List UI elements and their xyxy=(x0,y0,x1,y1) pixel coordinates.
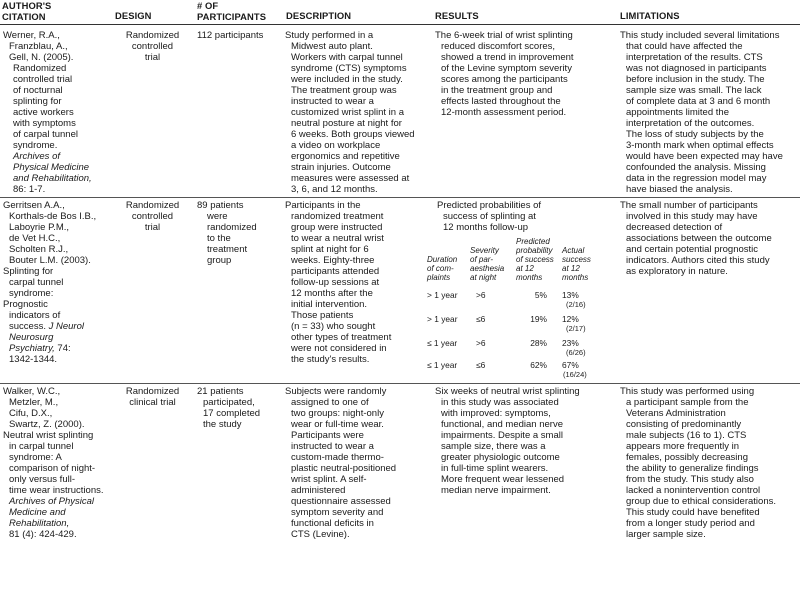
header-design: DESIGN xyxy=(115,10,152,21)
journal-line: Neurosurg xyxy=(9,332,54,343)
col-head-line: plaints xyxy=(427,273,451,282)
description-line: strain injuries. Outcome xyxy=(291,162,391,173)
limitations-line: male subjects (16 to 1). CTS xyxy=(626,430,747,441)
description-line: other types of treatment xyxy=(291,332,392,343)
col-head-line: at 12 xyxy=(516,264,534,273)
description-line: two groups: night-only xyxy=(291,408,384,419)
prog-col-predicted xyxy=(516,237,564,282)
description-line: 3, 6, and 12 months. xyxy=(291,184,378,195)
volume-line: 86: 1-7. xyxy=(13,184,46,195)
description-line: symptom severity and xyxy=(291,507,384,518)
prog-severity: >6 xyxy=(476,290,486,300)
participants-line: to the xyxy=(207,233,231,244)
prog-col-duration xyxy=(427,255,469,282)
prog-actual: 12% xyxy=(562,314,579,324)
col-head-line: Duration xyxy=(427,255,458,264)
description-line: splint at night for 6 xyxy=(291,244,369,255)
results-line: of the Levine symptom severity xyxy=(441,63,572,74)
row1-results xyxy=(435,30,610,118)
row3-limitations xyxy=(620,386,798,540)
results-line: in full-time splint wearers. xyxy=(441,463,549,474)
description-line: were not considered in xyxy=(291,343,387,354)
design-line: controlled xyxy=(131,41,174,52)
design-line: Randomized xyxy=(125,386,180,397)
col-head-line: at 12 xyxy=(562,264,580,273)
results-line: 12 months follow-up xyxy=(443,222,529,233)
header-rule xyxy=(0,24,800,25)
description-line: 6 weeks. Both groups viewed xyxy=(291,129,415,140)
header-participants: # OF PARTICIPANTS xyxy=(197,0,267,22)
prog-actual: 13% xyxy=(562,290,579,300)
participants-line: 112 participants xyxy=(197,30,264,41)
description-line: instructed to wear a xyxy=(291,441,374,452)
title-line xyxy=(3,321,111,332)
journal-line: Archives of Physical xyxy=(9,496,95,507)
author-line: Scholten R.J., xyxy=(9,244,69,255)
limitations-line: that could have affected the xyxy=(626,41,743,52)
description-line: assigned to one of xyxy=(291,397,369,408)
description-line: functional deficits in xyxy=(291,518,374,529)
title-line: only versus full- xyxy=(9,474,75,485)
limitations-line: Veterans Administration xyxy=(626,408,726,419)
limitations-line: have biased the analysis. xyxy=(626,184,733,195)
description-line: Participants in the xyxy=(285,200,361,211)
title-fragment: success. xyxy=(9,321,46,332)
table-header xyxy=(0,0,800,25)
header-limitations: LIMITATIONS xyxy=(620,10,680,21)
prog-severity: ≤6 xyxy=(476,314,486,324)
row1-participants xyxy=(197,30,279,41)
description-line: initial intervention. xyxy=(291,299,368,310)
prog-actual-frac: (2/17) xyxy=(566,324,586,333)
results-line: effects lasted throughout the xyxy=(441,96,561,107)
author-line: Korthals-de Bos I.B., xyxy=(9,211,97,222)
description-line: (n = 33) who sought xyxy=(291,321,376,332)
prog-col-severity xyxy=(470,246,515,282)
row-divider xyxy=(0,197,800,198)
author-line: Cifu, D.X., xyxy=(9,408,53,419)
col-head-line: months xyxy=(516,273,543,282)
title-line: of nocturnal xyxy=(13,85,63,96)
col-head-line: of success xyxy=(516,255,554,264)
participants-line: 21 patients xyxy=(197,386,244,397)
limitations-line: and certain potential prognostic xyxy=(626,244,759,255)
title-line: active workers xyxy=(13,107,74,118)
author-line: Werner, R.A., xyxy=(3,30,60,41)
limitations-line: larger sample size. xyxy=(626,529,706,540)
col-head-line: Severity xyxy=(470,246,499,255)
row2-description xyxy=(285,200,430,365)
journal-line: Rehabilitation, xyxy=(9,518,70,529)
limitations-line: as exploratory in nature. xyxy=(626,266,728,277)
description-line: weeks. Eighty-three xyxy=(291,255,375,266)
results-line: Six weeks of neutral wrist splinting xyxy=(435,386,580,397)
journal-line xyxy=(3,343,111,354)
title-line: controlled trial xyxy=(13,74,73,85)
results-line: with improved: symptoms, xyxy=(441,408,551,419)
title-line: Splinting for xyxy=(3,266,54,277)
prog-actual: 67% xyxy=(562,360,579,370)
volume-line: 81 (4): 424-429. xyxy=(9,529,77,540)
prog-predicted: 62% xyxy=(530,360,547,370)
author-line: Metzler, M., xyxy=(9,397,59,408)
prog-duration: > 1 year xyxy=(427,314,458,324)
title-line: Randomized xyxy=(13,63,67,74)
description-line: the study's results. xyxy=(291,354,370,365)
limitations-line: was not diagnosed in participants xyxy=(626,63,767,74)
participants-line: randomized xyxy=(207,222,257,233)
results-line: sample size, there was a xyxy=(441,441,546,452)
journal-fragment: Psychiatry, xyxy=(9,343,55,354)
col-head-line: aesthesia xyxy=(470,264,505,273)
description-line: Midwest auto plant. xyxy=(291,41,373,52)
col-head-line: at night xyxy=(470,273,497,282)
prog-actual-frac: (6/26) xyxy=(566,348,586,357)
limitations-line: of complete data at 3 and 6 month xyxy=(626,96,771,107)
author-line: Swartz, Z. (2000). xyxy=(9,419,85,430)
limitations-line: data in the regression model may xyxy=(626,173,767,184)
results-line: impairments. Despite a small xyxy=(441,430,563,441)
description-line: randomized treatment xyxy=(291,211,384,222)
author-line: Laboyrie P.M., xyxy=(9,222,70,233)
description-line: custom-made thermo- xyxy=(291,452,384,463)
limitations-line: This study could have benefited xyxy=(626,507,760,518)
description-line: Participants were xyxy=(291,430,364,441)
description-line: neutral posture at night for xyxy=(291,118,402,129)
limitations-line: interpretation of the outcomes. xyxy=(626,118,755,129)
limitations-line: involved in this study may have xyxy=(626,211,758,222)
description-line: Workers with carpal tunnel xyxy=(291,52,403,63)
results-line: reduced discomfort scores, xyxy=(441,41,556,52)
journal-line: Medicine and xyxy=(9,507,66,518)
prog-duration: ≤ 1 year xyxy=(427,360,458,370)
design-line: Randomized xyxy=(125,200,180,211)
limitations-line: The small number of participants xyxy=(620,200,758,211)
design-line: Randomized xyxy=(125,30,180,41)
prog-actual-frac: (16/24) xyxy=(563,370,587,379)
description-line: The treatment group was xyxy=(291,85,397,96)
results-line: functional, and median nerve xyxy=(441,419,563,430)
limitations-line: decreased detection of xyxy=(626,222,723,233)
citation-title xyxy=(3,63,111,195)
row1-limitations xyxy=(620,30,798,195)
row3-results xyxy=(435,386,613,496)
participants-line: 17 completed xyxy=(203,408,261,419)
row3-participants xyxy=(197,386,279,430)
results-line: showed a trend in improvement xyxy=(441,52,574,63)
results-line: median nerve impairment. xyxy=(441,485,551,496)
description-line: questionnaire assessed xyxy=(291,496,391,507)
journal-fragment: J Neurol xyxy=(48,321,84,332)
description-line: wrist splint. A self- xyxy=(291,474,367,485)
row2-design xyxy=(115,200,190,233)
header-citation: AUTHOR'S CITATION xyxy=(2,0,52,22)
title-line: Prognostic xyxy=(3,299,48,310)
citation-authors xyxy=(3,30,111,63)
description-line: were included in the study. xyxy=(291,74,403,85)
title-line: splinting for xyxy=(13,96,62,107)
author-line: Gerritsen A.A., xyxy=(3,200,65,211)
results-line: The 6-week trial of wrist splinting xyxy=(435,30,573,41)
prog-predicted: 28% xyxy=(530,338,547,348)
description-line: customized wrist splint in a xyxy=(291,107,404,118)
description-line: wear or full-time wear. xyxy=(291,419,384,430)
row-divider xyxy=(0,383,800,384)
limitations-line: interpretation of the results. CTS xyxy=(626,52,763,63)
limitations-line: would have been expected may have xyxy=(626,151,783,162)
limitations-line: consisting of predominantly xyxy=(626,419,742,430)
description-line: Study performed in a xyxy=(285,30,374,41)
limitations-line: from the study. This study also xyxy=(626,474,754,485)
design-line: controlled xyxy=(131,211,174,222)
limitations-line: confounded the analysis. Missing xyxy=(626,162,766,173)
description-line: CTS (Levine). xyxy=(291,529,350,540)
results-line: scores among the participants xyxy=(441,74,568,85)
col-head-line: success xyxy=(562,255,591,264)
header-description: DESCRIPTION xyxy=(286,10,352,21)
description-line: instructed to wear a xyxy=(291,96,374,107)
participants-line: group xyxy=(207,255,232,266)
prog-duration: > 1 year xyxy=(427,290,458,300)
row2-participants xyxy=(197,200,279,266)
row3-design xyxy=(115,386,190,408)
description-line: participants attended xyxy=(291,266,380,277)
description-line: measures were assessed at xyxy=(291,173,410,184)
author-line: de Vet H.C., xyxy=(9,233,61,244)
limitations-line: This study was performed using xyxy=(620,386,755,397)
col-head-line: of par- xyxy=(470,255,493,264)
results-line: success of splinting at xyxy=(443,211,536,222)
description-line: group were instructed xyxy=(291,222,383,233)
title-line: carpal tunnel xyxy=(9,277,64,288)
limitations-line: 3-month mark when optimal effects xyxy=(626,140,774,151)
journal-line: Physical Medicine xyxy=(13,162,90,173)
results-line: in this study was associated xyxy=(441,397,559,408)
title-line: syndrome: A xyxy=(9,452,62,463)
journal-line: and Rehabilitation, xyxy=(13,173,92,184)
results-line: Predicted probabilities of xyxy=(437,200,542,211)
row3-description xyxy=(285,386,430,540)
description-line: 12 months after the xyxy=(291,288,373,299)
title-line: Neutral wrist splinting xyxy=(3,430,94,441)
prog-predicted: 19% xyxy=(530,314,547,324)
design-line: clinical trial xyxy=(129,397,176,408)
description-line: to wear a neutral wrist xyxy=(291,233,384,244)
results-line: in the treatment group and xyxy=(441,85,553,96)
description-line: ergonomics and repetitive xyxy=(291,151,400,162)
participants-line: the study xyxy=(203,419,242,430)
volume-fragment: 74: xyxy=(57,343,71,354)
prog-severity: ≤6 xyxy=(476,360,486,370)
prog-actual: 23% xyxy=(562,338,579,348)
title-line: time wear instructions. xyxy=(9,485,104,496)
col-head-line: Predicted xyxy=(516,237,550,246)
participants-line: treatment xyxy=(207,244,248,255)
prog-col-actual xyxy=(562,246,602,282)
limitations-line: indicators. Authors cited this study xyxy=(626,255,770,266)
description-line: a video on workplace xyxy=(291,140,381,151)
journal-line: Archives of xyxy=(13,151,60,162)
author-line: Walker, W.C., xyxy=(3,386,61,397)
design-line: trial xyxy=(144,52,161,63)
col-head-line: of com- xyxy=(427,264,454,273)
title-line: syndrome: xyxy=(9,288,54,299)
description-line: administered xyxy=(291,485,346,496)
limitations-line: from a longer study period and xyxy=(626,518,755,529)
limitations-line: This study included several limitations xyxy=(620,30,780,41)
author-line: Bouter L.M. (2003). xyxy=(9,255,91,266)
header-results: RESULTS xyxy=(435,10,479,21)
title-fragment: indicators of xyxy=(9,310,61,321)
limitations-line: group due to ethical considerations. xyxy=(626,496,776,507)
results-line: greater physiologic outcome xyxy=(441,452,560,463)
title-line: in carpal tunnel xyxy=(9,441,74,452)
prog-actual-frac: (2/16) xyxy=(566,300,586,309)
row2-results-intro xyxy=(437,200,607,233)
prog-predicted: 5% xyxy=(534,290,547,300)
limitations-line: appears more frequently in xyxy=(626,441,740,452)
col-head-line: probability xyxy=(516,246,553,255)
results-line: 12-month assessment period. xyxy=(441,107,567,118)
title-line: with symptoms xyxy=(13,118,76,129)
participants-line: were xyxy=(207,211,228,222)
participants-line: participated, xyxy=(203,397,255,408)
limitations-line: sample size was small. The lack xyxy=(626,85,762,96)
row3-citation xyxy=(3,386,113,540)
description-line: Those patients xyxy=(291,310,354,321)
title-line: of carpal tunnel xyxy=(13,129,78,140)
description-line: plastic neutral-positioned xyxy=(291,463,397,474)
title-line xyxy=(3,310,111,321)
col-head-line: Actual xyxy=(562,246,585,255)
row1-citation xyxy=(3,30,111,195)
description-line: syndrome (CTS) symptoms xyxy=(291,63,407,74)
description-line: Subjects were randomly xyxy=(285,386,387,397)
results-line: More frequent wear lessened xyxy=(441,474,565,485)
row2-citation xyxy=(3,200,111,365)
prog-severity: >6 xyxy=(476,338,486,348)
row2-limitations xyxy=(620,200,798,277)
design-line: trial xyxy=(144,222,161,233)
col-head-line: months xyxy=(562,273,589,282)
limitations-line: a participant sample from the xyxy=(626,397,749,408)
limitations-line: females, possibly decreasing xyxy=(626,452,748,463)
limitations-line: appointments limited the xyxy=(626,107,729,118)
limitations-line: the ability to generalize findings xyxy=(626,463,759,474)
title-line: syndrome. xyxy=(13,140,58,151)
row1-design xyxy=(115,30,190,63)
row1-description xyxy=(285,30,430,195)
limitations-line: The loss of study subjects by the xyxy=(626,129,764,140)
limitations-line: lacked a nonintervention control xyxy=(626,485,761,496)
prog-duration: ≤ 1 year xyxy=(427,338,458,348)
author-line: Franzblau, A., xyxy=(9,41,68,52)
participants-line: 89 patients xyxy=(197,200,244,211)
title-line: comparison of night- xyxy=(9,463,96,474)
author-line: Gell, N. (2005). xyxy=(9,52,74,63)
description-line: follow-up sessions at xyxy=(291,277,380,288)
volume-line: 1342-1344. xyxy=(9,354,58,365)
limitations-line: associations between the outcome xyxy=(626,233,772,244)
limitations-line: before inclusion in the study. The xyxy=(626,74,765,85)
